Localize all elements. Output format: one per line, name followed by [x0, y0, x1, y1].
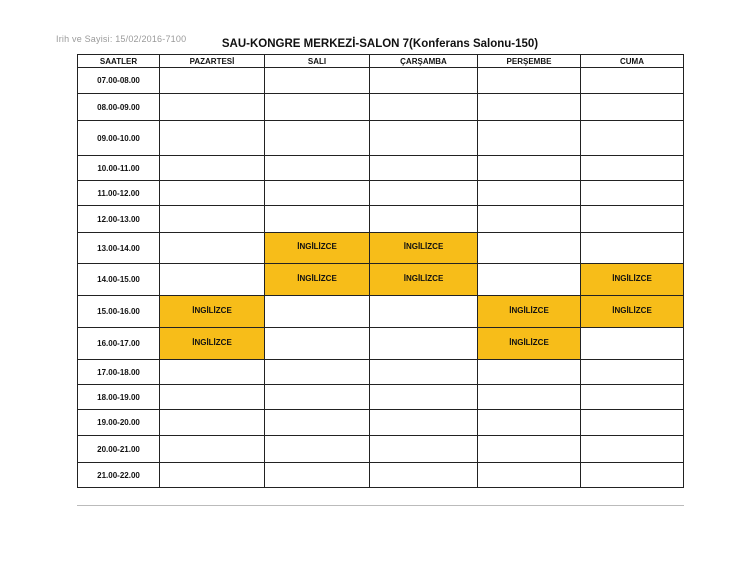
empty-cell [160, 121, 265, 156]
course-label: İNGİLİZCE [192, 337, 232, 347]
table-row [78, 264, 684, 296]
table-row [78, 94, 684, 121]
empty-cell [160, 410, 265, 436]
course-cell-carsamba [370, 233, 478, 264]
course-cell-sali [265, 233, 370, 264]
empty-cell [265, 360, 370, 385]
empty-cell [160, 233, 265, 264]
empty-cell [478, 94, 581, 121]
empty-cell [265, 385, 370, 410]
empty-cell [265, 463, 370, 488]
empty-cell [370, 360, 478, 385]
empty-cell [478, 121, 581, 156]
page-title: SAU-KONGRE MERKEZİ-SALON 7(Konferans Salonu-150) [221, 38, 539, 50]
empty-cell [160, 436, 265, 463]
empty-cell [265, 121, 370, 156]
table-row [78, 233, 684, 264]
table-row [78, 436, 684, 463]
empty-cell [581, 181, 684, 206]
time-slot: 13.00-14.00 [78, 233, 160, 264]
empty-cell [160, 94, 265, 121]
column-header-sali: SALI [265, 55, 370, 68]
empty-cell [370, 181, 478, 206]
empty-cell [370, 121, 478, 156]
table-row [78, 121, 684, 156]
time-slot: 12.00-13.00 [78, 206, 160, 233]
course-cell-cuma [581, 264, 684, 296]
empty-cell [160, 360, 265, 385]
empty-cell [265, 328, 370, 360]
course-label: İNGİLİZCE [297, 273, 337, 283]
empty-cell [478, 233, 581, 264]
course-cell-pazartesi [160, 328, 265, 360]
time-slot: 19.00-20.00 [78, 410, 160, 436]
empty-cell [160, 264, 265, 296]
course-label: İNGİLİZCE [403, 273, 444, 283]
empty-cell [370, 94, 478, 121]
column-header-carsamba: ÇARŞAMBA [370, 55, 478, 68]
empty-cell [581, 233, 684, 264]
empty-cell [160, 181, 265, 206]
time-slot: 09.00-10.00 [78, 121, 160, 156]
table-bottom-rule [77, 505, 684, 506]
empty-cell [160, 206, 265, 233]
empty-cell [370, 463, 478, 488]
empty-cell [370, 385, 478, 410]
course-label: İNGİLİZCE [509, 337, 549, 347]
table-row [78, 463, 684, 488]
course-label: İNGİLİZCE [612, 273, 652, 283]
empty-cell [581, 360, 684, 385]
schedule-table [77, 54, 684, 488]
empty-cell [370, 410, 478, 436]
empty-cell [581, 328, 684, 360]
empty-cell [478, 360, 581, 385]
empty-cell [581, 94, 684, 121]
table-row [78, 296, 684, 328]
time-slot: 21.00-22.00 [78, 463, 160, 488]
empty-cell [265, 436, 370, 463]
empty-cell [370, 436, 478, 463]
table-row [78, 360, 684, 385]
course-cell-persembe [478, 328, 581, 360]
course-cell-sali [265, 264, 370, 296]
table-row [78, 68, 684, 94]
time-slot: 17.00-18.00 [78, 360, 160, 385]
empty-cell [581, 206, 684, 233]
empty-cell [478, 156, 581, 181]
column-header-pazartesi: PAZARTESİ [160, 55, 265, 68]
empty-cell [370, 206, 478, 233]
time-slot: 16.00-17.00 [78, 328, 160, 360]
time-slot: 08.00-09.00 [78, 94, 160, 121]
empty-cell [265, 156, 370, 181]
empty-cell [478, 181, 581, 206]
time-slot: 10.00-11.00 [78, 156, 160, 181]
empty-cell [478, 410, 581, 436]
time-slot: 15.00-16.00 [78, 296, 160, 328]
course-label: İNGİLİZCE [509, 305, 549, 315]
empty-cell [160, 156, 265, 181]
table-row [78, 410, 684, 436]
course-label: İNGİLİZCE [297, 242, 337, 251]
empty-cell [370, 296, 478, 328]
time-slot: 18.00-19.00 [78, 385, 160, 410]
time-slot: 11.00-12.00 [78, 181, 160, 206]
empty-cell [581, 68, 684, 94]
course-cell-pazartesi [160, 296, 265, 328]
empty-cell [265, 68, 370, 94]
empty-cell [370, 328, 478, 360]
empty-cell [160, 68, 265, 94]
empty-cell [265, 410, 370, 436]
empty-cell [265, 296, 370, 328]
empty-cell [265, 181, 370, 206]
empty-cell [581, 410, 684, 436]
empty-cell [478, 463, 581, 488]
course-cell-carsamba [370, 264, 478, 296]
empty-cell [478, 68, 581, 94]
column-header-persembe: PERŞEMBE [478, 55, 581, 68]
empty-cell [478, 264, 581, 296]
empty-cell [581, 156, 684, 181]
table-row [78, 181, 684, 206]
table-row [78, 206, 684, 233]
empty-cell [581, 121, 684, 156]
empty-cell [581, 463, 684, 488]
time-slot: 14.00-15.00 [78, 264, 160, 296]
table-row [78, 328, 684, 360]
empty-cell [581, 385, 684, 410]
course-label: İNGİLİZCE [612, 305, 652, 315]
time-slot: 07.00-08.00 [78, 68, 160, 94]
empty-cell [370, 156, 478, 181]
empty-cell [581, 436, 684, 463]
table-row [78, 156, 684, 181]
course-cell-cuma [581, 296, 684, 328]
empty-cell [265, 206, 370, 233]
empty-cell [478, 385, 581, 410]
schedule-body [78, 68, 684, 488]
empty-cell [160, 463, 265, 488]
table-row [78, 385, 684, 410]
empty-cell [370, 68, 478, 94]
time-slot: 20.00-21.00 [78, 436, 160, 463]
empty-cell [160, 385, 265, 410]
course-cell-persembe [478, 296, 581, 328]
course-label: İNGİLİZCE [192, 305, 232, 315]
course-label: İNGİLİZCE [403, 242, 444, 251]
empty-cell [265, 94, 370, 121]
column-header-saatler: SAATLER [78, 55, 160, 68]
document-stamp: Irih ve Sayisi: 15/02/2016-7100 [56, 34, 187, 44]
empty-cell [478, 436, 581, 463]
empty-cell [478, 206, 581, 233]
header-row [78, 55, 684, 68]
column-header-cuma: CUMA [581, 55, 684, 68]
